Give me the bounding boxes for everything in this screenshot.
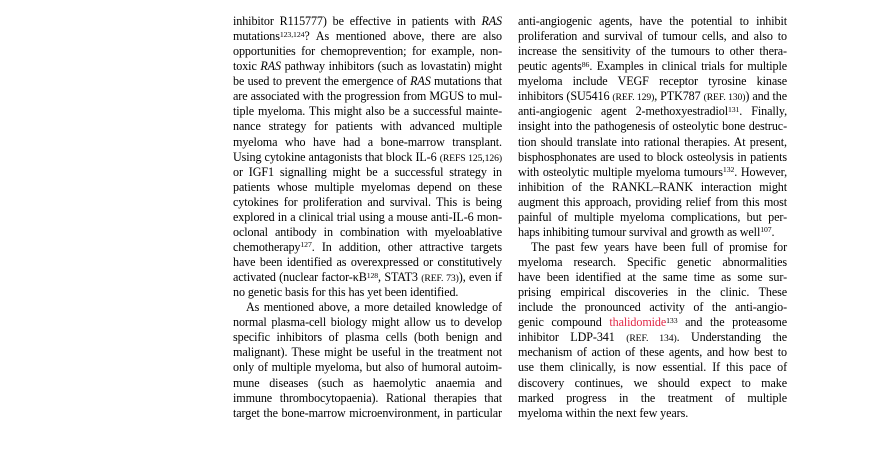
text-run: have been identified as overexpressed or constitutively [233, 255, 502, 269]
text-run: have been identified at the same time as some sur- [518, 270, 787, 285]
text-line [233, 104, 502, 119]
text-run: marked progress in the treatment of multiple [518, 390, 787, 405]
text-run: normal plasma-cell biology might allow us to develop [233, 315, 502, 330]
text-run: anti-angiogenic agent 2-methoxyestradiol [518, 104, 728, 119]
text-line [518, 330, 787, 345]
text-line [518, 240, 787, 255]
text-run: inhibitors (SU5416 [518, 89, 613, 104]
text-run: (REF. 130) [703, 92, 746, 104]
text-line [518, 406, 787, 421]
text-line [233, 180, 502, 195]
text-line [233, 391, 502, 406]
text-run: tion should translate into rational therapies. At present, [518, 134, 787, 149]
text-run: mechanism of action of these agents, and how best to [518, 345, 787, 360]
text-run: bisphosphonates are used to block osteolysis in patients [518, 149, 787, 164]
text-run: . [771, 224, 775, 239]
text-line [518, 135, 787, 150]
text-line [233, 285, 502, 300]
text-line [233, 14, 502, 29]
text-run: specific inhibitors of plasma cells (both benign and [233, 330, 502, 345]
text-run: RAS [410, 74, 431, 89]
text-run: toxic [233, 59, 261, 74]
text-run: . Finally, [739, 104, 788, 119]
text-run: activated (nuclear factor-κB [233, 270, 367, 285]
text-run: painful of multiple myeloma complications, but per- [518, 209, 787, 224]
text-run: As mentioned above, a more detailed knowledge of [246, 300, 502, 315]
text-run: cytokines for proliferation and survival. This is being [233, 194, 502, 209]
text-line [518, 300, 787, 315]
text-run: prising empirical discoveries in the clinic. These [518, 285, 787, 300]
text-run: oclonal antibody in combination with myeloablative [233, 224, 502, 239]
text-run: mune diseases (such as haemolytic anaemia and [233, 375, 502, 390]
text-line [518, 44, 787, 59]
text-line [518, 195, 787, 210]
text-run: (REF. 134) [626, 333, 677, 345]
text-run: opportunities for chemoprevention; for example, non- [233, 44, 502, 59]
text-run: pathway inhibitors (such as lovastatin) might [280, 59, 503, 74]
text-line [518, 345, 787, 360]
text-run: ? As mentioned above, there are also [304, 29, 502, 44]
text-run: haps inhibiting tumour survival and growth as well [518, 224, 761, 239]
text-run: . However, [734, 164, 787, 179]
text-run: ) and the [745, 89, 787, 104]
text-line [233, 270, 502, 285]
text-run: 107 [760, 225, 772, 235]
text-line [233, 59, 502, 74]
text-run: no genetic basis for this has yet been identified. [233, 285, 459, 300]
text-run: 128 [366, 270, 379, 280]
text-run: immune thrombocytopaenia). Rational therapies that [233, 390, 502, 405]
text-run: . In addition, other attractive targets [311, 239, 502, 254]
text-run: RAS [481, 14, 502, 28]
text-line [518, 255, 787, 270]
text-run: include the pronounced activity of the anti-angio- [518, 300, 787, 315]
text-line [233, 210, 502, 225]
text-line [518, 315, 787, 330]
text-run: 123,124 [279, 29, 305, 39]
text-run: mutations [233, 29, 280, 44]
text-run: (REF. 129) [612, 92, 655, 104]
text-line [518, 104, 787, 119]
text-run: are associated with the progression from MGUS to mul- [233, 89, 502, 104]
text-line [518, 165, 787, 180]
text-line [518, 14, 787, 29]
text-line [233, 195, 502, 210]
text-line [233, 225, 502, 240]
text-line [518, 150, 787, 165]
text-line [233, 135, 502, 150]
text-line [233, 376, 502, 391]
text-line [518, 74, 787, 89]
text-run: mutations that [430, 74, 503, 89]
text-run: 131 [727, 104, 740, 114]
text-run: with osteolytic multiple myeloma tumours [518, 164, 723, 179]
text-run: ), even if [458, 270, 503, 285]
text-line [233, 29, 502, 44]
thalidomide-link[interactable]: thalidomide [609, 315, 667, 330]
text-run: . Understanding the [676, 330, 787, 345]
text-run: explored in a clinical trial using a mouse anti-IL-6 mon- [233, 209, 502, 224]
text-run: increase the sensitivity of the tumours to other thera- [518, 44, 787, 59]
text-run: discovery continues, we should expect to make [518, 375, 787, 390]
text-run: augment this approach, providing relief from this most [518, 194, 787, 209]
text-run: proliferation and survival of tumour cells, and also to [518, 29, 787, 44]
article-column-left [233, 14, 502, 421]
text-run: myeloma include VEGF receptor tyrosine kinase [518, 74, 787, 89]
text-line [233, 406, 502, 421]
text-line [233, 300, 502, 315]
text-run: malignant). These might be useful in the treatment not [233, 345, 502, 360]
text-run: and the proteasome [677, 315, 788, 330]
text-run: (REFS 125,126) [439, 152, 502, 164]
text-line [518, 89, 787, 104]
text-line [233, 89, 502, 104]
text-run: 133 [666, 315, 678, 325]
article-column-right [518, 14, 787, 421]
text-run: The past few years have been full of promise for [531, 239, 787, 254]
text-run: Using cytokine antagonists that block IL-6 [233, 149, 440, 164]
text-run: 86 [581, 59, 590, 69]
text-line [518, 180, 787, 195]
text-run: chemotherapy [233, 239, 301, 254]
text-run: myeloma within the next few years. [518, 405, 689, 420]
text-line [233, 150, 502, 165]
text-run: anti-angiogenic agents, have the potential to inhibit [518, 14, 787, 28]
text-line [233, 330, 502, 345]
text-run: (REF. 73) [421, 273, 459, 285]
text-run: , PTK787 [654, 89, 704, 104]
text-line [233, 255, 502, 270]
text-line [518, 29, 787, 44]
text-line [518, 210, 787, 225]
text-line [518, 285, 787, 300]
text-run: myeloma research. Specific genetic abnormalities [518, 255, 787, 269]
text-line [233, 119, 502, 134]
text-line [518, 225, 787, 240]
text-run: use them clinically, is now essential. If this pace of [518, 360, 787, 375]
text-run: RAS [260, 59, 281, 74]
text-run: peutic agents [518, 59, 582, 74]
text-run: tiple myeloma. This might also be a successful mainte- [233, 104, 502, 119]
text-line [518, 360, 787, 375]
text-run: . Examples in clinical trials for multiple [589, 59, 787, 74]
text-line [233, 315, 502, 330]
text-run: patients whose multiple myelomas depend on these [233, 179, 502, 194]
text-run: inhibitor LDP-341 [518, 330, 627, 345]
text-run: target the bone-marrow microenvironment, in particular [233, 405, 502, 420]
text-line [233, 165, 502, 180]
text-run: , STAT3 [378, 270, 422, 285]
text-run: only of multiple myeloma, but also of humoral autoim- [233, 360, 502, 375]
text-line [233, 240, 502, 255]
text-run: 127 [300, 240, 312, 250]
text-line [233, 74, 502, 89]
text-line [518, 270, 787, 285]
text-run: or IGF1 signalling might be a successful strategy in [233, 164, 502, 179]
text-line [233, 360, 502, 375]
text-line [518, 59, 787, 74]
text-run: inhibitor R115777) be effective in patients with [233, 14, 482, 28]
text-line [233, 345, 502, 360]
text-run: nance strategy for patients with advanced multiple [233, 119, 502, 134]
text-run: myeloma who have had a bone-marrow transplant. [233, 134, 502, 149]
text-line [518, 119, 787, 134]
text-run: be used to prevent the emergence of [233, 74, 411, 89]
text-run: 132 [722, 165, 735, 175]
text-run: insight into the pathogenesis of osteolytic bone destruc- [518, 119, 787, 134]
text-line [233, 44, 502, 59]
text-line [518, 376, 787, 391]
text-run: genic compound [518, 315, 610, 330]
text-run: inhibition of the RANKL–RANK interaction might [518, 179, 787, 194]
text-line [518, 391, 787, 406]
